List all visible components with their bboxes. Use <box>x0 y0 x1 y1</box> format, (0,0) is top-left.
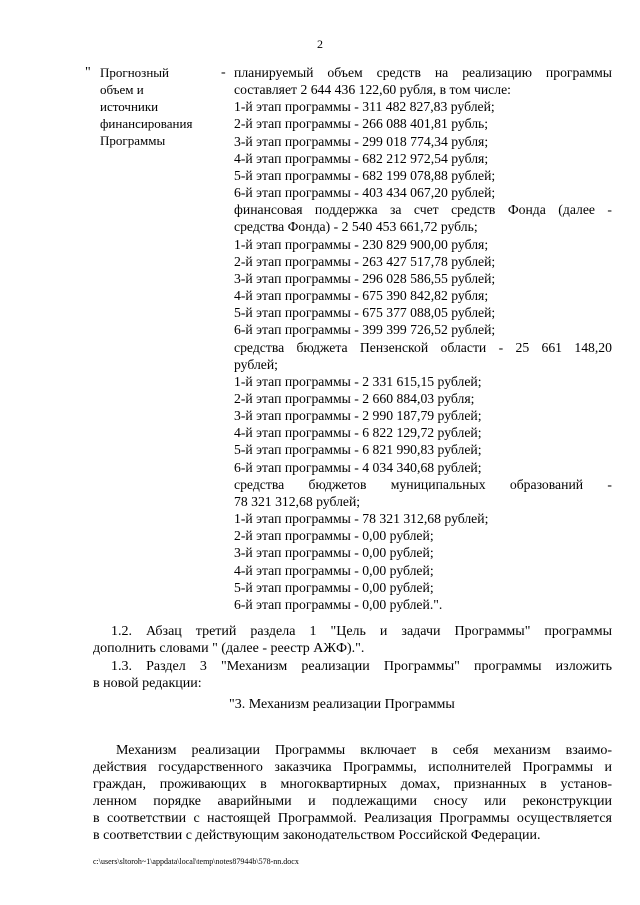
financing-label-line: объем и <box>100 82 144 98</box>
paragraph-line: действия государственного заказчика Программы, исполнителей Программы и <box>93 760 612 775</box>
financing-value-line: 4-й этап программы - 675 390 842,82 рубля; <box>234 288 489 304</box>
financing-value-line: 3-й этап программы - 2 990 187,79 рублей; <box>234 408 482 424</box>
financing-value-line: 6-й этап программы - 0,00 рублей.". <box>234 596 443 612</box>
financing-value-line: 1-й этап программы - 2 331 615,15 рублей; <box>234 373 482 389</box>
financing-value-line: 3-й этап программы - 299 018 774,34 рубля; <box>234 133 489 149</box>
financing-label-line: Прогнозный <box>100 65 169 80</box>
financing-value-line: 5-й этап программы - 6 821 990,83 рублей; <box>234 442 482 458</box>
financing-value-line: 5-й этап программы - 0,00 рублей; <box>234 579 434 595</box>
footer-file-path: c:\users\sltoroh~1\appdata\local\temp\notes87944b\578-nn.docx <box>93 857 299 866</box>
financing-value-line: 4-й этап программы - 682 212 972,54 рубля; <box>234 150 489 166</box>
paragraph-line: граждан, проживающих в многоквартирных домах, признанных в установ- <box>93 777 612 792</box>
financing-value-line: 1-й этап программы - 311 482 827,83 рублей; <box>234 99 495 115</box>
page-number: 2 <box>317 37 323 51</box>
financing-value-line: 1-й этап программы - 78 321 312,68 рублей; <box>234 511 489 527</box>
financing-label <box>100 64 220 149</box>
financing-value-line: 2-й этап программы - 2 660 884,03 рубля; <box>234 390 475 406</box>
section-title: "3. Механизм реализации Программы <box>229 697 455 712</box>
financing-value-line: рублей; <box>234 356 278 372</box>
financing-value-line: 5-й этап программы - 682 199 078,88 рублей; <box>234 167 496 183</box>
financing-value-line: 3-й этап программы - 0,00 рублей; <box>234 545 434 561</box>
financing-label-line: Программы <box>100 133 166 149</box>
paragraph-line: Механизм реализации Программы включает в себя механизм взаимо- <box>116 743 612 758</box>
paragraph-1-2 <box>93 623 612 657</box>
financing-value-line: 1-й этап программы - 230 829 900,00 рубля; <box>234 236 489 252</box>
financing-value-line: 2-й этап программы - 266 088 401,81 рубль; <box>234 116 489 132</box>
paragraph-1-3 <box>93 658 612 692</box>
financing-value-line: 3-й этап программы - 296 028 586,55 рублей; <box>234 270 496 286</box>
financing-value-line: 5-й этап программы - 675 377 088,05 рублей; <box>234 305 496 321</box>
paragraph-line: дополнить словами " (далее - реестр АЖФ).". <box>93 641 365 656</box>
paragraph-line: 1.3. Раздел 3 "Механизм реализации Программы" программы изложить <box>111 659 612 674</box>
financing-label-line: финансирования <box>100 116 193 132</box>
paragraph-line: ленном порядке аварийными и подлежащими сносу или реконструкции <box>93 794 612 809</box>
financing-value-line: 6-й этап программы - 4 034 340,68 рублей; <box>234 459 482 475</box>
paragraph-line: в соответствии с настоящей Программой. Реализация Программы осуществляется <box>93 811 612 826</box>
financing-value-line: 4-й этап программы - 6 822 129,72 рублей; <box>234 425 482 441</box>
opening-quote-mark: " <box>85 65 91 80</box>
financing-values <box>234 64 612 613</box>
financing-value-line: 78 321 312,68 рублей; <box>234 493 361 509</box>
paragraph-line: в соответствии с действующим законодательством Российской Федерации. <box>93 828 541 843</box>
financing-value-line: средства Фонда) - 2 540 453 661,72 рубль; <box>234 219 478 235</box>
paragraph-line: в новой редакции: <box>93 676 202 691</box>
financing-value-line: 4-й этап программы - 0,00 рублей; <box>234 562 434 578</box>
paragraph-line: 1.2. Абзац третий раздела 1 "Цель и задачи Программы" программы <box>111 624 612 639</box>
label-dash: - <box>221 65 226 80</box>
financing-value-line: средства бюджетов муниципальных образований - <box>234 476 612 492</box>
financing-value-line: 6-й этап программы - 399 399 726,52 рублей; <box>234 322 496 338</box>
financing-value-line: финансовая поддержка за счет средств Фонда (далее - <box>234 202 612 218</box>
financing-value-line: 2-й этап программы - 263 427 517,78 рублей; <box>234 253 496 269</box>
financing-value-line: 2-й этап программы - 0,00 рублей; <box>234 528 434 544</box>
financing-value-line: 6-й этап программы - 403 434 067,20 рублей; <box>234 185 496 201</box>
mechanism-paragraph <box>93 742 612 844</box>
financing-label-line: источники <box>100 99 159 115</box>
financing-value-line: составляет 2 644 436 122,60 рубля, в том числе: <box>234 82 511 98</box>
financing-value-line: средства бюджета Пензенской области - 25 661 148,20 <box>234 339 612 355</box>
financing-value-line: планируемый объем средств на реализацию программы <box>234 65 612 80</box>
